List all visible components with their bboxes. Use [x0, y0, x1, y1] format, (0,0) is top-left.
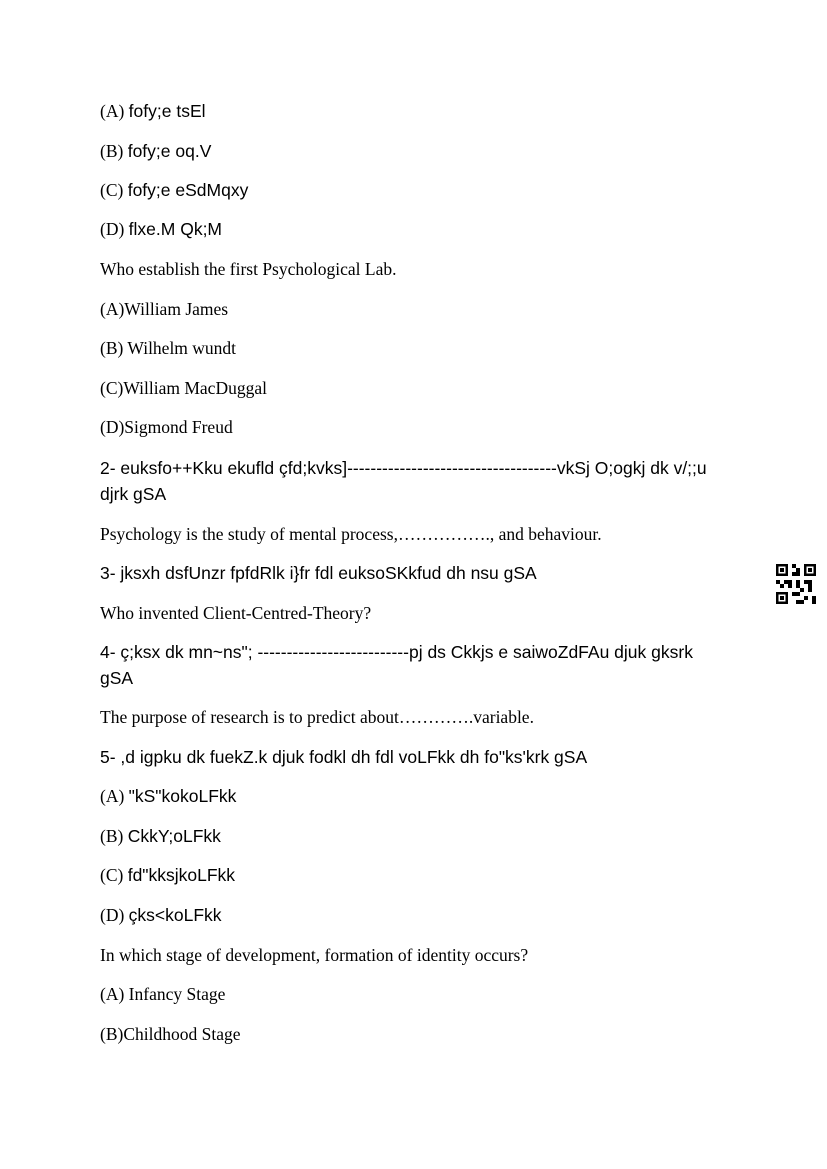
line-b — [100, 823, 221, 851]
option-prefix: (C) — [100, 865, 128, 885]
line-d — [100, 902, 222, 930]
option-prefix: (A) — [100, 101, 129, 121]
option-prefix: (C) — [100, 180, 128, 200]
question-text: 2- euksfo++Kku ekufld çfd;kvks]------------------------------------vkSj O;ogkj dk v/;;u djrk gSA — [100, 458, 707, 504]
question-text: 4- ç;ksx dk mn~ns"; --------------------------pj ds Ckkjs e saiwoZdFAu djuk gksrk gSA — [100, 642, 693, 688]
option-prefix: (B) — [100, 826, 128, 846]
option-text: fofy;e tsEl — [128, 101, 206, 121]
question-text: Psychology is the study of mental process,……………., and behaviour. — [100, 524, 602, 544]
option-text: fd"kksjkoLFkk — [127, 865, 236, 885]
line-c — [100, 862, 235, 890]
line-2 — [100, 138, 211, 166]
option-text: "kS"kokoLFkk — [128, 786, 237, 806]
option-text: CkkY;oLFkk — [127, 826, 221, 846]
option-text: fofy;e oq.V — [127, 141, 212, 161]
line-a — [100, 783, 236, 811]
question-text: Who establish the first Psychological Lab. — [100, 259, 397, 279]
qr-code-icon — [776, 564, 816, 604]
option-text: (B)Childhood Stage — [100, 1024, 241, 1044]
option-text: (C)William MacDuggal — [100, 378, 267, 398]
question-text: 3- jksxh dsfUnzr fpfdRlk i}fr fdl euksoSKkfud dh nsu gSA — [100, 563, 537, 583]
question-text: Who invented Client-Centred-Theory? — [100, 603, 372, 623]
option-text: flxe.M Qk;M — [128, 219, 223, 239]
option-text: fofy;e eSdMqxy — [127, 180, 249, 200]
option-text: (A) Infancy Stage — [100, 984, 226, 1004]
line-3 — [100, 177, 248, 205]
question-text: In which stage of development, formation of identity occurs? — [100, 945, 529, 965]
option-text: (A)William James — [100, 299, 229, 319]
option-text: (B) Wilhelm wundt — [100, 338, 237, 358]
option-prefix: (A) — [100, 786, 129, 806]
option-text: çks<koLFkk — [128, 905, 222, 925]
question-text: The purpose of research is to predict about………….variable. — [100, 707, 534, 727]
option-prefix: (B) — [100, 141, 128, 161]
line-1 — [100, 98, 206, 126]
option-text: (D)Sigmond Freud — [100, 417, 233, 437]
line-4 — [100, 216, 222, 244]
option-prefix: (D) — [100, 219, 129, 239]
option-prefix: (D) — [100, 905, 129, 925]
question-text: 5- ,d igpku dk fuekZ.k djuk fodkl dh fdl voLFkk dh fo"ks'krk gSA — [100, 747, 588, 767]
